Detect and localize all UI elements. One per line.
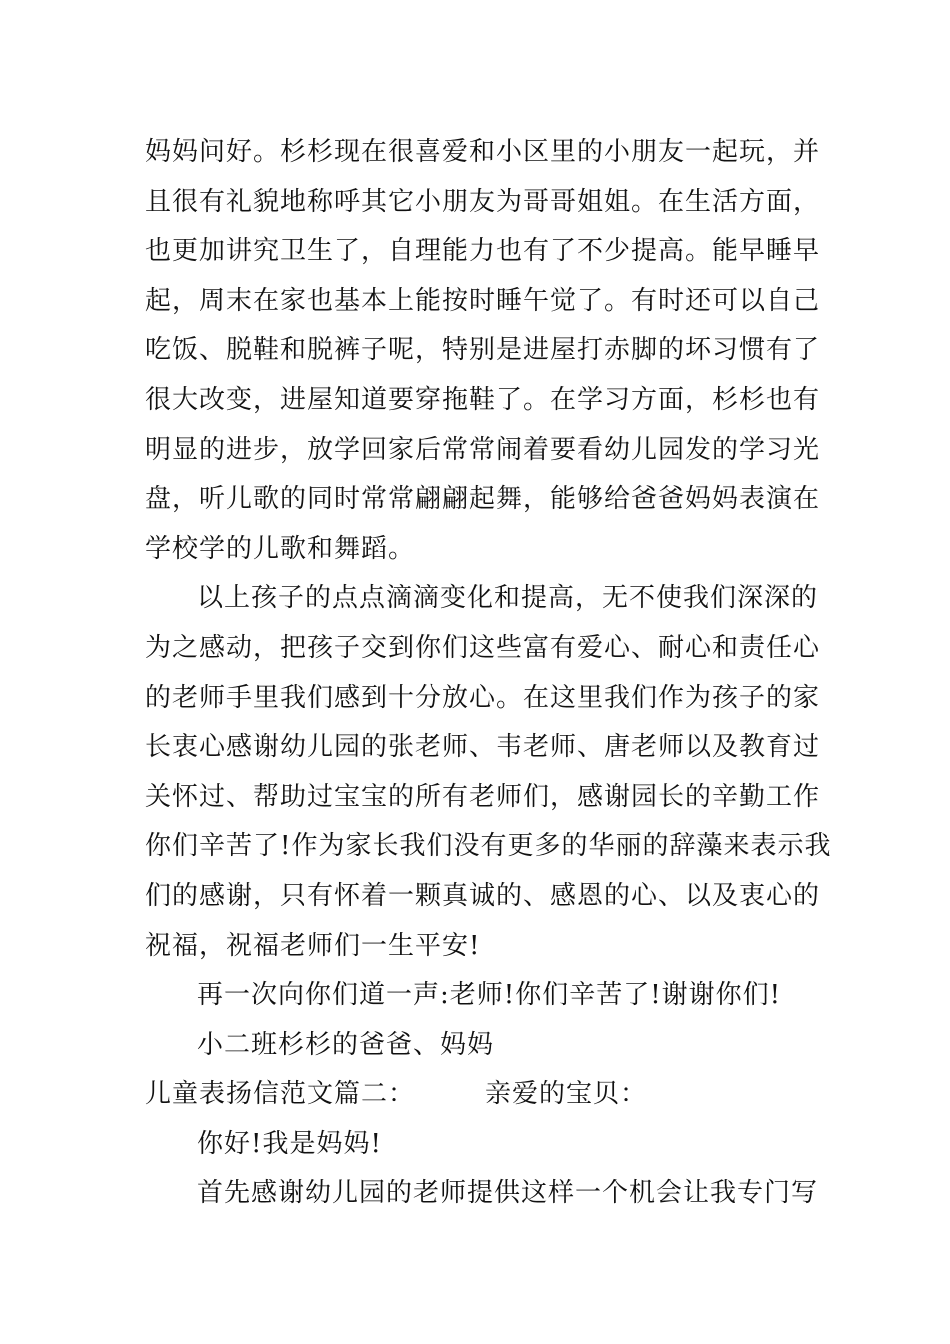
paragraph-line: 为之感动，把孩子交到你们这些富有爱心、耐心和责任心 [145, 632, 821, 663]
section-title: 儿童表扬信范文篇二： [145, 1079, 416, 1110]
paragraph-line: 明显的进步，放学回家后常常闹着要看幼儿园发的学习光 [145, 434, 821, 465]
signature: 小二班杉杉的爸爸、妈妈 [197, 1029, 495, 1060]
paragraph-line: 以上孩子的点点滴滴变化和提高，无不使我们深深的 [197, 583, 819, 614]
paragraph-line: 关怀过、帮助过宝宝的所有老师们，感谢园长的辛勤工作 [145, 781, 821, 812]
salutation: 亲爱的宝贝： [485, 1079, 648, 1110]
paragraph-line: 长衷心感谢幼儿园的张老师、韦老师、唐老师以及教育过 [145, 732, 821, 763]
paragraph-line: 学校学的儿歌和舞蹈。 [145, 533, 416, 564]
closing-line: 再一次向你们道一声:老师!你们辛苦了!谢谢你们! [197, 980, 782, 1011]
paragraph-line: 也更加讲究卫生了，自理能力也有了不少提高。能早睡早 [145, 236, 821, 267]
paragraph-line: 且很有礼貌地称呼其它小朋友为哥哥姐姐。在生活方面， [145, 186, 821, 217]
paragraph-line: 起，周末在家也基本上能按时睡午觉了。有时还可以自己 [145, 285, 821, 316]
section-heading-row [145, 1070, 810, 1120]
paragraph-line: 你们辛苦了!作为家长我们没有更多的华丽的辞藻来表示我 [145, 831, 832, 862]
paragraph-line: 吃饭、脱鞋和脱裤子呢，特别是进屋打赤脚的坏习惯有了 [145, 335, 821, 366]
paragraph-line: 盘，听儿歌的同时常常翩翩起舞，能够给爸爸妈妈表演在 [145, 484, 821, 515]
letter-body [145, 128, 832, 1219]
paragraph-line: 祝福，祝福老师们一生平安! [145, 930, 481, 961]
paragraph-line: 的老师手里我们感到十分放心。在这里我们作为孩子的家 [145, 682, 821, 713]
greeting: 你好!我是妈妈! [197, 1128, 382, 1159]
paragraph-line: 很大改变，进屋知道要穿拖鞋了。在学习方面，杉杉也有 [145, 384, 821, 415]
opening-line: 首先感谢幼儿园的老师提供这样一个机会让我专门写 [197, 1178, 819, 1209]
paragraph-line: 妈妈问好。杉杉现在很喜爱和小区里的小朋友一起玩，并 [145, 137, 821, 167]
paragraph-line: 们的感谢，只有怀着一颗真诚的、感恩的心、以及衷心的 [145, 880, 821, 911]
